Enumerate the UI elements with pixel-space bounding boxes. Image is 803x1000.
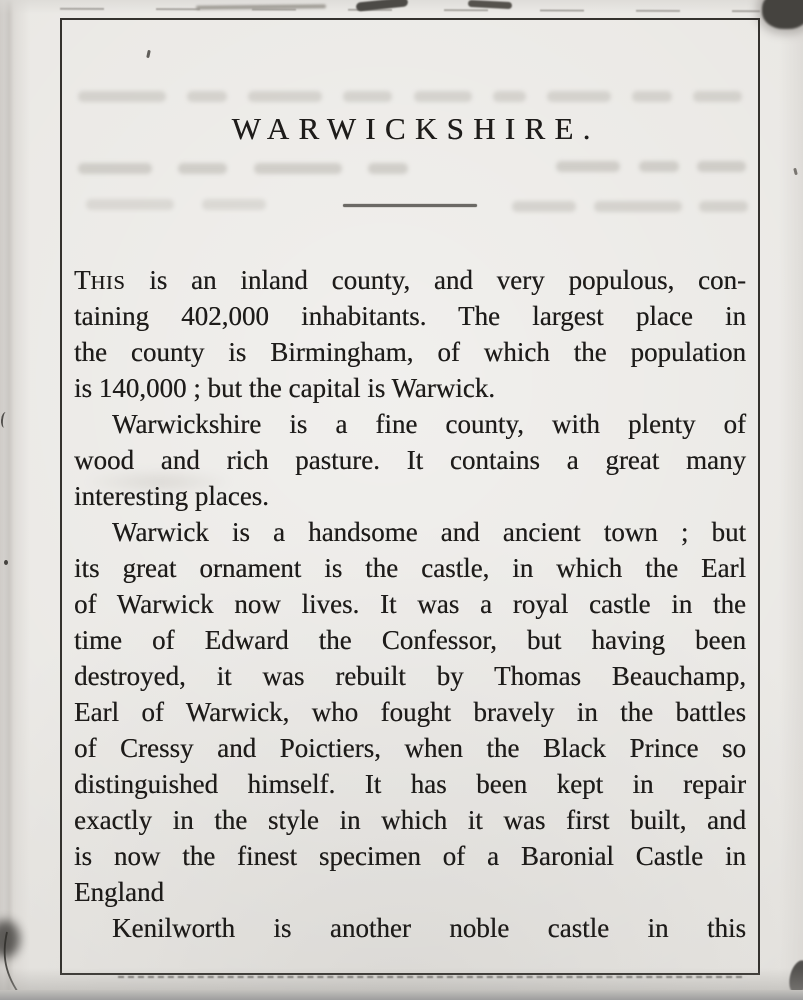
- line-text: Warwickshire is a fine county, with plenty of: [112, 409, 746, 439]
- line-text: wood and rich pasture. It contains a great many: [74, 445, 746, 475]
- line-text: is an inland county, and very populous, con-: [125, 265, 746, 295]
- text-line: [74, 622, 746, 658]
- line-text: its great ornament is the castle, in which the Earl: [74, 553, 746, 583]
- text-line: [74, 262, 746, 298]
- page-edge-shadow-left: [0, 0, 30, 1000]
- ink-speck: [4, 560, 8, 565]
- text-line: [74, 334, 746, 370]
- text-line: [74, 910, 746, 946]
- page-edge-shadow-right: [779, 0, 803, 1000]
- title-divider-rule: [343, 204, 477, 207]
- binding-crease-line: [7, 0, 11, 1000]
- text-line: [74, 802, 746, 838]
- line-text: of Warwick now lives. It was a royal castle in the: [74, 589, 746, 619]
- text-line: [74, 298, 746, 334]
- text-line: [74, 694, 746, 730]
- line-text: time of Edward the Confessor, but having been: [74, 625, 746, 655]
- page-bottom-shadow: [0, 968, 803, 990]
- line-text: is 140,000 ; but the capital is Warwick.: [74, 373, 496, 403]
- text-line: [74, 514, 746, 550]
- line-text: destroyed, it was rebuilt by Thomas Beauchamp,: [74, 661, 746, 691]
- text-line: [74, 406, 746, 442]
- scan-bottom-edge: [0, 990, 803, 1000]
- text-line: [74, 550, 746, 586]
- text-line: [74, 838, 746, 874]
- line-text: taining 402,000 inhabitants. The largest place in: [74, 301, 746, 331]
- line-text: the county is Birmingham, of which the population: [74, 337, 746, 367]
- text-line: [74, 478, 746, 514]
- small-caps: HIS: [90, 272, 126, 294]
- line-text: exactly in the style in which it was first built, and: [74, 805, 746, 835]
- body-text: [74, 262, 746, 946]
- ink-speck: [0, 412, 12, 429]
- line-text: Earl of Warwick, who fought bravely in the battles: [74, 697, 746, 727]
- line-text: distinguished himself. It has been kept in repair: [74, 769, 746, 799]
- line-text: is now the finest specimen of a Baronial Castle in: [74, 841, 746, 871]
- line-text: Warwick is a handsome and ancient town ; but: [112, 517, 746, 547]
- top-right-corner-ink-blob: [762, 0, 803, 29]
- text-line: [74, 874, 746, 910]
- line-text: of Cressy and Poictiers, when the Black Prince so: [74, 733, 746, 763]
- line-text: England: [74, 877, 164, 907]
- text-line: [74, 658, 746, 694]
- text-line: [74, 442, 746, 478]
- text-line: [74, 370, 746, 406]
- text-line: [74, 766, 746, 802]
- text-line: [74, 586, 746, 622]
- page-title: WARWICKSHIRE.: [231, 111, 600, 146]
- text-line: [74, 730, 746, 766]
- drop-cap-lead: T: [74, 265, 91, 295]
- line-text: interesting places.: [74, 481, 269, 511]
- line-text: Kenilworth is another noble castle in this: [112, 913, 746, 943]
